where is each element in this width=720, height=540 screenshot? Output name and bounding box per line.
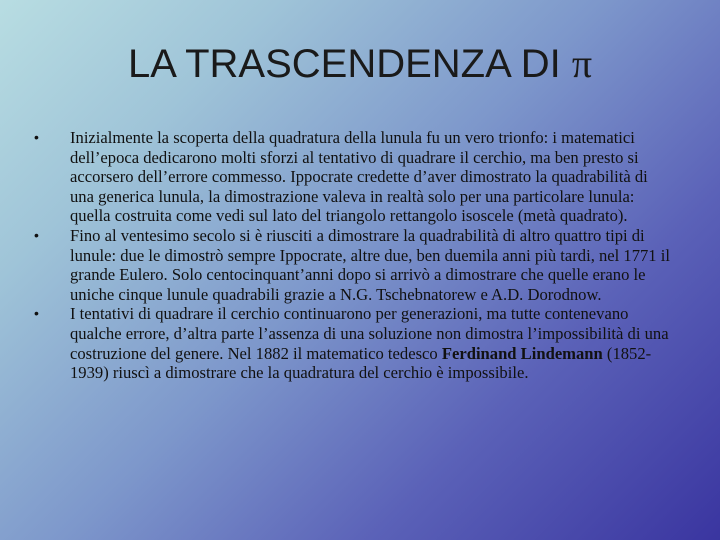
bullet-marker: • (34, 305, 39, 322)
lindemann-name: Ferdinand Lindemann (441, 343, 603, 363)
bullet-item-lunula (34, 128, 674, 226)
bullet-text: Fino al ventesimo secolo si è riusciti a dimostrare la quadrabilità di altro quattro tipi di lunule: due le dimostrò sempre Ippocrate, altre due, ben duemila anni più tardi, nel 1771 il grande Eulero. Solo centocinquant’anni dopo si arrivò a dimostrare che quelle erano le uniche cinque lunule quadrabili grazie a N.G. Tschebnatorew e A.D. Dorodnow. (70, 225, 670, 304)
pi-symbol: π (571, 41, 593, 86)
bullet-text-after: (1852-1939) riuscì a dimostrare che la quadratura del cerchio è impossibile. (70, 343, 652, 383)
bullet-text-before: I tentativi di quadrare il cerchio continuarono per generazioni, ma tutte contenevano qualche errore, d’altra parte l’assenza di una soluzione non dimostra l’impossibilità di una costruzione del genere. Nel 1882 il matematico tedesco (70, 304, 669, 363)
bullet-item-lindemann (34, 304, 674, 382)
bullet-item-lunule-types (34, 226, 674, 304)
bullet-list (34, 128, 674, 383)
bullet-marker: • (34, 226, 39, 243)
title-text: LA TRASCENDENZA DI (127, 42, 572, 86)
bullet-marker: • (34, 129, 39, 145)
bullet-text (70, 304, 674, 382)
slide-title (0, 40, 720, 87)
bullet-text: Inizialmente la scoperta della quadratura della lunula fu un vero trionfo: i matematici dell’epoca dedicarono molti sforzi al tentativo di quadrare il cerchio, ma ben presto si accorsero dell’errore commesso. Ippocrate credette d’aver dimostrato la quadrabilità di una generica lunula, la dimostrazione valeva in realtà solo per una particolare lunula: quella costruita come vedi sul lato del triangolo rettangolo isoscele (metà quadrato). (70, 128, 648, 226)
